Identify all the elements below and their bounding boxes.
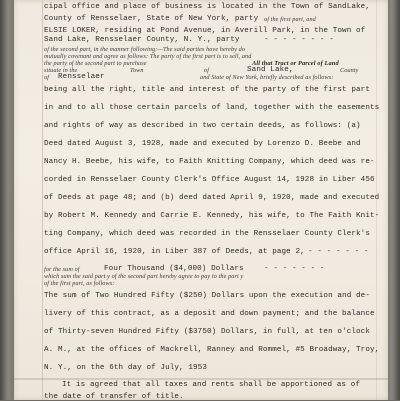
body-line: office April 16, 1920, in Liber 387 of Deeds, at page 2, (44, 248, 305, 256)
printed-of-2: of (44, 74, 50, 81)
contract-page (14, 0, 388, 400)
printed-first-part: of the first part, and (264, 16, 316, 23)
printed-first-part-as-follows: of the first part, as follows: (44, 280, 115, 287)
printed-mutually-covenant: mutually covenant and agree as follows: The party of the first part is to sell, and (44, 53, 252, 60)
body-line: and rights of way as described in two certain deeds, as follows: (a) (44, 122, 361, 130)
body-line: Sand Lake, Rensselaer County, N. Y., party (44, 36, 240, 44)
printed-situate: situate in the (44, 67, 78, 74)
typed-dashes: - - - - - - - (308, 248, 369, 256)
body-line: ELSIE LOKER, residing at Pond Avenue, in Averill Park, in the Town of (44, 27, 366, 35)
printed-for-the-sum: for the sum of (44, 266, 80, 273)
body-line: N. Y., on the 6th day of July, 1953 (44, 364, 207, 372)
printed-town: Town (130, 67, 144, 74)
typed-sand-lake: Sand Lake, (247, 66, 294, 74)
body-line: of Thirty-seven Hundred Fifty ($3750) Dollars, in full, at ten o'clock (44, 328, 370, 336)
body-line: It is agreed that all taxes and rents shall be apportioned as of (62, 381, 361, 389)
paper-fold (14, 378, 388, 380)
printed-of: of (204, 67, 210, 74)
body-line: in and to all those certain parcels of land, together with the easements (44, 104, 380, 112)
body-line: the date of transfer of title. (44, 393, 184, 401)
typed-dashes-2: - - - - - - - (264, 265, 325, 273)
body-line: The sum of Two Hundred Fifty ($250) Dollars upon the execution and de- (44, 292, 370, 300)
printed-party-second-part: the party of the second part to purchase (44, 60, 147, 67)
body-line: of Deeds at page 48; and (b) deed dated April 9, 1920, made and executed (44, 194, 380, 202)
body-line: ting Company, which deed was recorded in the Rensselaer County Clerk's (44, 230, 370, 238)
body-line: Nancy H. Beebe, his wife, to Faith Knitting Company, which deed was re- (44, 158, 375, 166)
body-line: by Robert M. Kennedy and Carrie E. Kennedy, his wife, to The Faith Knit- (44, 212, 380, 220)
body-line: cipal office and place of business is located in the Town of SandLake, (44, 3, 370, 11)
typed-four-thousand: Four Thousand ($4,000) Dollars (104, 265, 244, 273)
body-line: Deed dated August 3, 1928, made and executed by Lorenzo D. Beebe and (44, 140, 361, 148)
printed-dashes: - - - - - - - - (264, 36, 334, 44)
typed-rensselaer: Rensselaer (58, 73, 105, 81)
printed-which-sum: which sum the said part y of the second part hereby agree to pay to the part y (44, 273, 244, 280)
printed-state-ny: and State of New York, briefly described as follows: (200, 74, 334, 81)
body-line: A. M., at the offices of Mackrell, Ranney and Rommel, #5 Broadway, Troy, (44, 346, 380, 354)
left-margin-rule (42, 0, 43, 400)
body-line: corded in Rensselaer County Clerk's Office August 14, 1928 in Liber 456 (44, 176, 375, 184)
printed-second-part-manner: of the second part, in the manner following:—The said parties have hereby do (44, 46, 246, 53)
printed-county: County (340, 67, 359, 74)
body-line: being all the right, title and interest of the party of the first part (44, 86, 370, 94)
body-line: livery of this contract, as a deposit and down payment; and the balance (44, 310, 375, 318)
printed-all-that-tract: All that Tract or Parcel of Land (252, 60, 339, 67)
body-line: County of Rensselaer, State of New York, party (44, 15, 259, 23)
